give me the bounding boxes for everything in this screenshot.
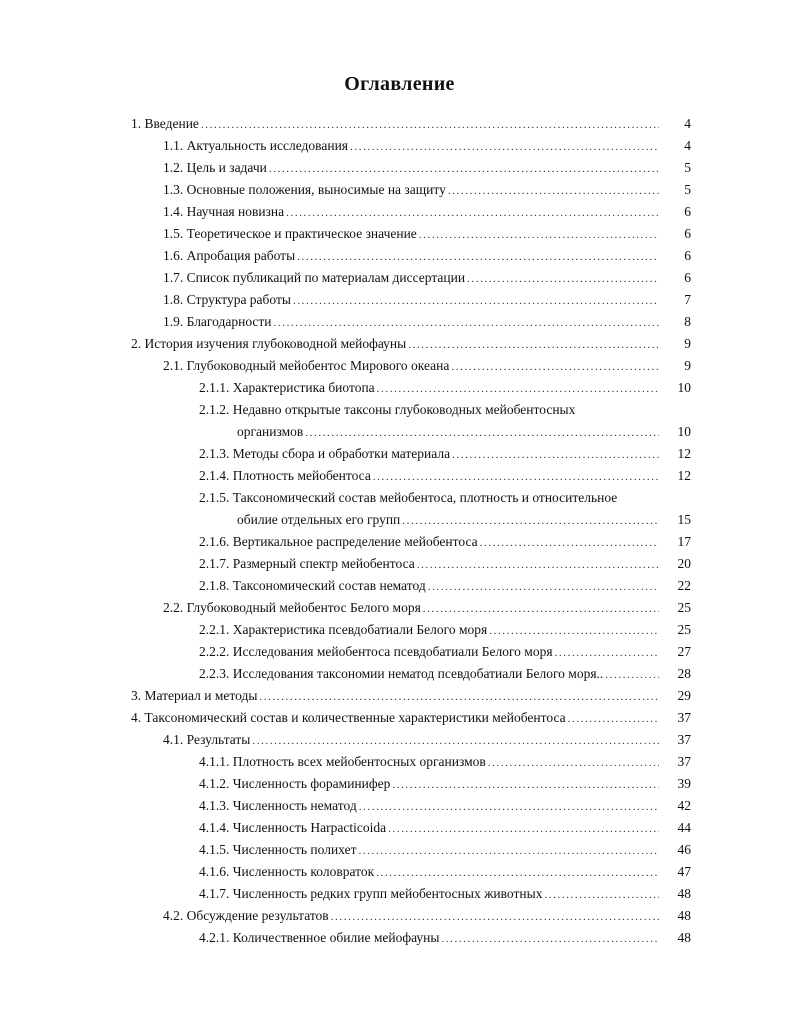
- toc-entry[interactable]: [131, 685, 691, 707]
- toc-entry[interactable]: [163, 223, 691, 245]
- toc-leader-dots: [259, 686, 659, 708]
- toc-leader-dots: [428, 576, 659, 598]
- toc-entry-page: 6: [684, 226, 691, 241]
- toc-entry[interactable]: [131, 707, 691, 729]
- toc-entry-label: 4.1. Результаты: [163, 732, 251, 747]
- toc-entry-page: 29: [677, 688, 691, 703]
- toc-entry-label: 2.1.1. Характеристика биотопа: [199, 380, 375, 395]
- toc-entry-label: 2.1.3. Методы сбора и обработки материала: [199, 446, 451, 461]
- toc-entry[interactable]: [163, 905, 691, 927]
- toc-entry-page: 42: [677, 798, 691, 813]
- toc-entry-page: 6: [684, 270, 691, 285]
- toc-entry[interactable]: [163, 729, 691, 751]
- toc-entry-label: 1.8. Структура работы: [163, 292, 291, 307]
- toc-leader-dots: [605, 664, 659, 686]
- toc-entry-page: 44: [677, 820, 691, 835]
- toc-leader-dots: [359, 796, 659, 818]
- toc-entry-label: 4.1.4. Численность Harpacticoida: [199, 820, 387, 835]
- toc-leader-dots: [402, 510, 659, 532]
- toc-leader-dots: [441, 928, 659, 950]
- toc-entry-page: 22: [677, 578, 691, 593]
- toc-entry-page: 12: [677, 468, 691, 483]
- toc-entry-label: 1. Введение: [131, 116, 199, 131]
- toc-entry-label: 2.2.2. Исследования мейобентоса псевдобатиали Белого моря: [199, 644, 553, 659]
- toc-entry[interactable]: [163, 355, 691, 377]
- toc-entry[interactable]: [199, 619, 691, 641]
- toc-entry[interactable]: [163, 597, 691, 619]
- toc-entry-page: 47: [677, 864, 691, 879]
- toc-entry-label: 2.2.1. Характеристика псевдобатиали Белого моря: [199, 622, 488, 637]
- toc-entry-label: 1.7. Список публикаций по материалам диссертации: [163, 270, 466, 285]
- toc-entry-continuation: организмов: [237, 424, 304, 439]
- toc-entry-label: 2.1.7. Размерный спектр мейобентоса: [199, 556, 415, 571]
- toc-leader-dots: [448, 180, 659, 202]
- toc-entry-label: 4.1.2. Численность фораминифер: [199, 776, 391, 791]
- toc-entry[interactable]: [199, 663, 691, 685]
- toc-leader-dots: [201, 114, 659, 136]
- toc-entry-label: 2.2. Глубоководный мейобентос Белого моря: [163, 600, 421, 615]
- toc-entry-page: 15: [677, 512, 691, 527]
- toc-leader-dots: [555, 642, 659, 664]
- toc-entry-page: 27: [677, 644, 691, 659]
- toc-entry-page: 9: [684, 358, 691, 373]
- toc-entry[interactable]: [199, 927, 691, 949]
- toc-entry[interactable]: [199, 553, 691, 575]
- toc-leader-dots: [423, 598, 659, 620]
- toc-entry-label: 2.1.6. Вертикальное распределение мейобентоса: [199, 534, 478, 549]
- toc-entry-continuation: обилие отдельных его групп: [237, 512, 401, 527]
- toc-entry-page: 28: [677, 666, 691, 681]
- toc-entry-label: 1.4. Научная новизна: [163, 204, 285, 219]
- toc-entry-page: 12: [677, 446, 691, 461]
- toc-entry-label: 2.1.8. Таксономический состав нематод: [199, 578, 426, 593]
- toc-entry-page: 4: [684, 138, 691, 153]
- toc-entry-label: 4.2.1. Количественное обилие мейофауны: [199, 930, 440, 945]
- toc-entry-page: 48: [677, 908, 691, 923]
- toc-entry-label: 1.1. Актуальность исследования: [163, 138, 349, 153]
- toc-entry[interactable]: [199, 377, 691, 399]
- toc-entry-label: 2.2.3. Исследования таксономии нематод псевдобатиали Белого моря..: [199, 666, 604, 681]
- toc-entry-page: 4: [684, 116, 691, 131]
- toc-entry[interactable]: [199, 861, 691, 883]
- toc-entry-label: 1.5. Теоретическое и практическое значение: [163, 226, 417, 241]
- toc-entry-page: 6: [684, 204, 691, 219]
- toc-entry[interactable]: [199, 531, 691, 553]
- toc-entry[interactable]: [199, 465, 691, 487]
- toc-entry-label: 4.1.5. Численность полихет: [199, 842, 357, 857]
- toc-entry-label: 1.9. Благодарности: [163, 314, 272, 329]
- toc-entry-page: 6: [684, 248, 691, 263]
- toc-entry-label: 2. История изучения глубоководной мейофауны: [131, 336, 407, 351]
- toc-leader-dots: [269, 158, 659, 180]
- toc-entry-label: 2.1.2. Недавно открытые таксоны глубоководных мейобентосных: [199, 402, 576, 417]
- toc-leader-dots: [376, 862, 659, 884]
- toc-leader-dots: [489, 620, 659, 642]
- toc-entry[interactable]: [163, 201, 691, 223]
- toc-leader-dots: [417, 554, 659, 576]
- toc-entry[interactable]: [199, 751, 691, 773]
- toc-entry[interactable]: [131, 113, 691, 135]
- toc-leader-dots: [392, 774, 659, 796]
- toc-entry[interactable]: [199, 575, 691, 597]
- toc-entry-label: 4.2. Обсуждение результатов: [163, 908, 329, 923]
- toc-entry-page: 5: [684, 160, 691, 175]
- toc-entry-label: 4.1.1. Плотность всех мейобентосных организмов: [199, 754, 486, 769]
- toc-leader-dots: [373, 466, 659, 488]
- toc-entry-page: 7: [684, 292, 691, 307]
- toc-leader-dots: [568, 708, 659, 730]
- toc-entry-page: 46: [677, 842, 691, 857]
- toc-entry-label: 2.1.5. Таксономический состав мейобентоса, плотность и относительное: [199, 490, 618, 505]
- toc-leader-dots: [286, 202, 659, 224]
- toc-leader-dots: [419, 224, 659, 246]
- toc-leader-dots: [293, 290, 659, 312]
- toc-entry[interactable]: [199, 839, 691, 861]
- toc-entry[interactable]: [131, 333, 691, 355]
- toc-entry[interactable]: [199, 817, 691, 839]
- toc-leader-dots: [297, 246, 659, 268]
- toc-entry-label: 4.1.3. Численность нематод: [199, 798, 357, 813]
- toc-entry-page: 10: [677, 380, 691, 395]
- page-title: Оглавление: [344, 73, 455, 95]
- toc-entry[interactable]: [163, 245, 691, 267]
- toc-entry-page: 37: [677, 732, 691, 747]
- toc-entry-page: 48: [677, 886, 691, 901]
- toc-leader-dots: [544, 884, 659, 906]
- toc-entry[interactable]: [199, 641, 691, 663]
- toc-entry-label: 1.2. Цель и задачи: [163, 160, 267, 175]
- toc-entry-page: 9: [684, 336, 691, 351]
- toc-leader-dots: [480, 532, 659, 554]
- toc-entry-page: 39: [677, 776, 691, 791]
- toc-entry[interactable]: [199, 773, 691, 795]
- toc-leader-dots: [451, 356, 659, 378]
- toc-entry[interactable]: [163, 267, 691, 289]
- toc-leader-dots: [377, 378, 659, 400]
- toc-entry[interactable]: [163, 135, 691, 157]
- toc-entry[interactable]: [163, 157, 691, 179]
- toc-entry[interactable]: [199, 883, 691, 905]
- toc-entry-label: 4.1.7. Численность редких групп мейобентосных животных: [199, 886, 543, 901]
- toc-entry-page: 10: [677, 424, 691, 439]
- toc-entry-page: 25: [677, 622, 691, 637]
- toc-entry[interactable]: [199, 443, 691, 465]
- toc-leader-dots: [274, 312, 659, 334]
- toc-leader-dots: [350, 136, 659, 158]
- toc-entry-label: 4. Таксономический состав и количественные характеристики мейобентоса: [131, 710, 566, 725]
- toc-entry-label: 1.3. Основные положения, выносимые на защиту: [163, 182, 446, 197]
- toc-entry-page: 8: [684, 314, 691, 329]
- toc-entry-page: 25: [677, 600, 691, 615]
- toc-entry-page: 20: [677, 556, 691, 571]
- toc-entry-page: 48: [677, 930, 691, 945]
- toc-entry[interactable]: [199, 795, 691, 817]
- toc-entry[interactable]: [163, 179, 691, 201]
- toc-entry-page: 17: [677, 534, 691, 549]
- toc-leader-dots: [331, 906, 659, 928]
- toc-entry-label: 3. Материал и методы: [131, 688, 258, 703]
- toc-entry[interactable]: [237, 509, 691, 531]
- toc-leader-dots: [408, 334, 659, 356]
- toc-entry[interactable]: [237, 421, 691, 443]
- toc-leader-dots: [359, 840, 660, 862]
- toc-leader-dots: [252, 730, 659, 752]
- toc-entry-label: 4.1.6. Численность коловраток: [199, 864, 375, 879]
- toc-entry-page: 37: [677, 754, 691, 769]
- toc-entry-label: 1.6. Апробация работы: [163, 248, 296, 263]
- toc-leader-dots: [488, 752, 659, 774]
- toc-entry-label: 2.1. Глубоководный мейобентос Мирового океана: [163, 358, 450, 373]
- toc-entry[interactable]: [163, 311, 691, 333]
- toc-entry-label: 2.1.4. Плотность мейобентоса: [199, 468, 371, 483]
- toc-entry-page: 5: [684, 182, 691, 197]
- toc-leader-dots: [452, 444, 659, 466]
- toc-entry[interactable]: [163, 289, 691, 311]
- toc-leader-dots: [467, 268, 659, 290]
- toc-entry-page: 37: [677, 710, 691, 725]
- toc-leader-dots: [388, 818, 659, 840]
- toc-leader-dots: [305, 422, 659, 444]
